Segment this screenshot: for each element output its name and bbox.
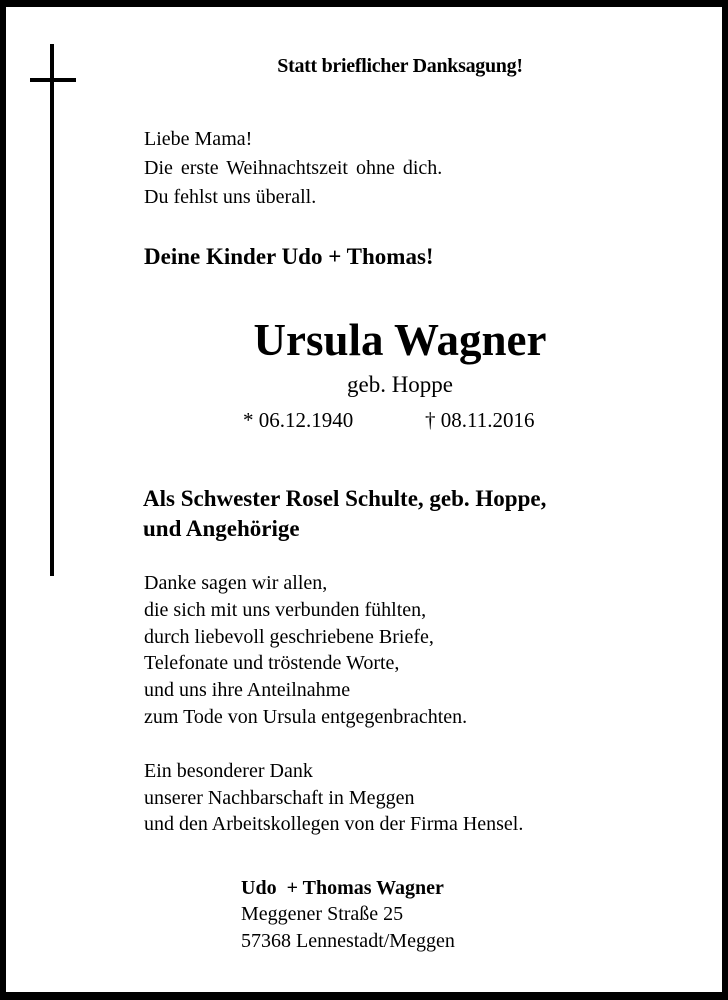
thanks-line: und uns ihre Anteilnahme: [144, 679, 351, 701]
thanks-line: Danke sagen wir allen,: [144, 572, 328, 594]
header-title: Statt brieflicher Danksagung!: [277, 55, 523, 77]
special-thanks-line: unserer Nachbarschaft in Meggen: [144, 787, 415, 809]
relatives-line: und Angehörige: [143, 516, 300, 541]
relatives-line: Als Schwester Rosel Schulte, geb. Hoppe,: [143, 486, 547, 511]
thanks-line: zum Tode von Ursula entgegenbrachten.: [144, 706, 468, 728]
death-date: † 08.11.2016: [425, 408, 535, 432]
thanks-line: die sich mit uns verbunden fühlten,: [144, 599, 427, 621]
notice-body: [6, 7, 722, 992]
cross-icon: [50, 44, 54, 576]
cross-icon-bar: [30, 78, 76, 82]
intro-line: Die erste Weihnachtszeit ohne dich.: [144, 157, 443, 179]
address-city: 57368 Lennestadt/Meggen: [241, 930, 455, 952]
intro-line: Du fehlst uns überall.: [144, 186, 317, 208]
deceased-maiden-name: geb. Hoppe: [346, 372, 454, 397]
intro-line: Liebe Mama!: [144, 128, 253, 150]
birth-date: * 06.12.1940: [243, 408, 354, 432]
special-thanks-line: Ein besonderer Dank: [144, 760, 313, 782]
special-thanks-line: und den Arbeitskollegen von der Firma Hensel.: [144, 813, 524, 835]
address-names: Udo + Thomas Wagner: [241, 877, 444, 899]
address-street: Meggener Straße 25: [241, 903, 404, 925]
thanks-line: Telefonate und tröstende Worte,: [144, 652, 400, 674]
deceased-name: Ursula Wagner: [253, 315, 547, 365]
thanks-line: durch liebevoll geschriebene Briefe,: [144, 626, 434, 648]
children-signature: Deine Kinder Udo + Thomas!: [144, 244, 434, 269]
